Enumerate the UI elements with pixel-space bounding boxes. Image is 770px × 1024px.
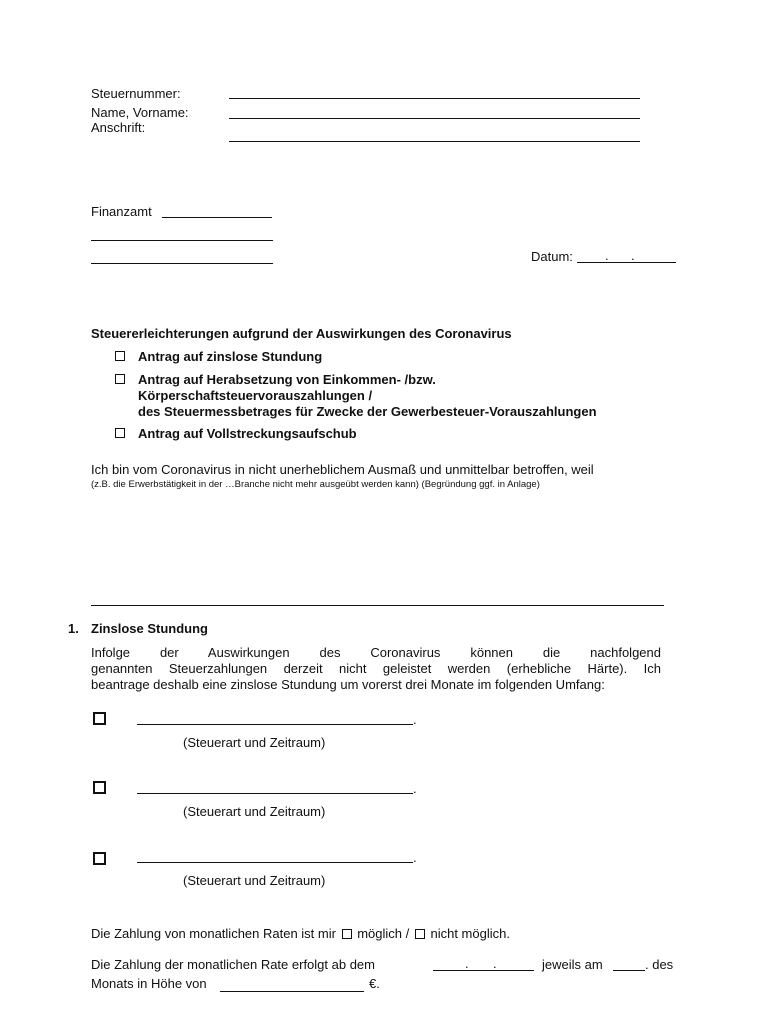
finanzamt-address-line-1[interactable] xyxy=(91,240,273,241)
entry-1-caption: (Steuerart und Zeitraum) xyxy=(183,735,326,750)
rate-amount-field[interactable] xyxy=(220,991,364,992)
datum-separator-1: . xyxy=(605,248,609,263)
anschrift-label: Anschrift: xyxy=(91,120,146,135)
document-title: Steuererleichterungen aufgrund der Auswirkungen des Coronavirus xyxy=(91,326,512,341)
raten-prefix: Die Zahlung von monatlichen Raten ist mir xyxy=(91,926,336,941)
entry-2-field[interactable] xyxy=(137,793,413,794)
rate-amount-prefix: Monats in Höhe von xyxy=(91,976,207,991)
entry-1-field[interactable] xyxy=(137,724,413,725)
finanzamt-label: Finanzamt xyxy=(91,204,152,219)
section-1-heading: Zinslose Stundung xyxy=(91,621,208,636)
datum-label: Datum: xyxy=(531,249,573,264)
entry-3-checkbox[interactable] xyxy=(93,852,106,865)
rate-start-date-field[interactable] xyxy=(433,970,534,971)
option-vollstreckungsaufschub-label: Antrag auf Vollstreckungsaufschub xyxy=(138,426,357,441)
datum-separator-2: . xyxy=(631,248,635,263)
raten-moeglich-checkbox[interactable] xyxy=(342,929,352,939)
option-herabsetzung-line-3: des Steuermessbetrages für Zwecke der Gewerbesteuer-Vorauszahlungen xyxy=(138,404,597,419)
steuernummer-field[interactable] xyxy=(229,98,640,99)
rate-date-separator-2: . xyxy=(493,956,497,971)
entry-3-caption: (Steuerart und Zeitraum) xyxy=(183,873,326,888)
raten-nicht-moeglich-checkbox[interactable] xyxy=(415,929,425,939)
anschrift-field[interactable] xyxy=(229,141,640,142)
name-label: Name, Vorname: xyxy=(91,105,189,120)
raten-moeglich-label: möglich / xyxy=(357,926,410,941)
reason-text: Ich bin vom Coronavirus in nicht unerheblichem Ausmaß und unmittelbar betroffen, weil xyxy=(91,462,594,477)
entry-2-caption: (Steuerart und Zeitraum) xyxy=(183,804,326,819)
section-1-paragraph-line-3: beantrage deshalb eine zinslose Stundung um vorerst drei Monate im folgenden Umfang: xyxy=(91,677,605,692)
raten-nicht-moeglich-label: nicht möglich. xyxy=(430,926,510,941)
entry-1-period: . xyxy=(413,712,417,727)
name-field[interactable] xyxy=(229,118,640,119)
entry-2-period: . xyxy=(413,781,417,796)
section-1-paragraph-line-1: Infolge der Auswirkungen des Coronavirus können die nachfolgend xyxy=(91,645,661,660)
datum-field[interactable] xyxy=(577,262,676,263)
rate-currency: €. xyxy=(369,976,380,991)
steuernummer-label: Steuernummer: xyxy=(91,86,181,101)
finanzamt-field[interactable] xyxy=(162,217,272,218)
section-1-paragraph-line-2: genannten Steuerzahlungen derzeit nicht geleistet werden (erhebliche Härte). Ich xyxy=(91,661,661,676)
rate-end-label: . des xyxy=(645,957,674,972)
rate-mid-label: jeweils am xyxy=(542,957,603,972)
rate-date-separator-1: . xyxy=(465,956,469,971)
entry-3-field[interactable] xyxy=(137,862,413,863)
reason-hint: (z.B. die Erwerbstätigkeit in der …Branche nicht mehr ausgeübt werden kann) (Begründung ggf. in Anlage) xyxy=(91,479,540,490)
finanzamt-address-line-2[interactable] xyxy=(91,263,273,264)
rate-day-field[interactable] xyxy=(613,970,645,971)
option-herabsetzung-line-2: Körperschaftsteuervorauszahlungen / xyxy=(138,388,373,403)
reason-field[interactable] xyxy=(91,605,664,606)
option-stundung-label: Antrag auf zinslose Stundung xyxy=(138,349,323,364)
rate-prefix: Die Zahlung der monatlichen Rate erfolgt ab dem xyxy=(91,957,375,972)
option-herabsetzung-line-1: Antrag auf Herabsetzung von Einkommen- /bzw. xyxy=(138,372,436,387)
vollstreckungsaufschub-checkbox[interactable] xyxy=(115,428,125,438)
section-1-number: 1. xyxy=(68,621,79,636)
entry-2-checkbox[interactable] xyxy=(93,781,106,794)
entry-1-checkbox[interactable] xyxy=(93,712,106,725)
entry-3-period: . xyxy=(413,850,417,865)
stundung-checkbox[interactable] xyxy=(115,351,125,361)
herabsetzung-checkbox[interactable] xyxy=(115,374,125,384)
raten-statement xyxy=(91,926,510,941)
